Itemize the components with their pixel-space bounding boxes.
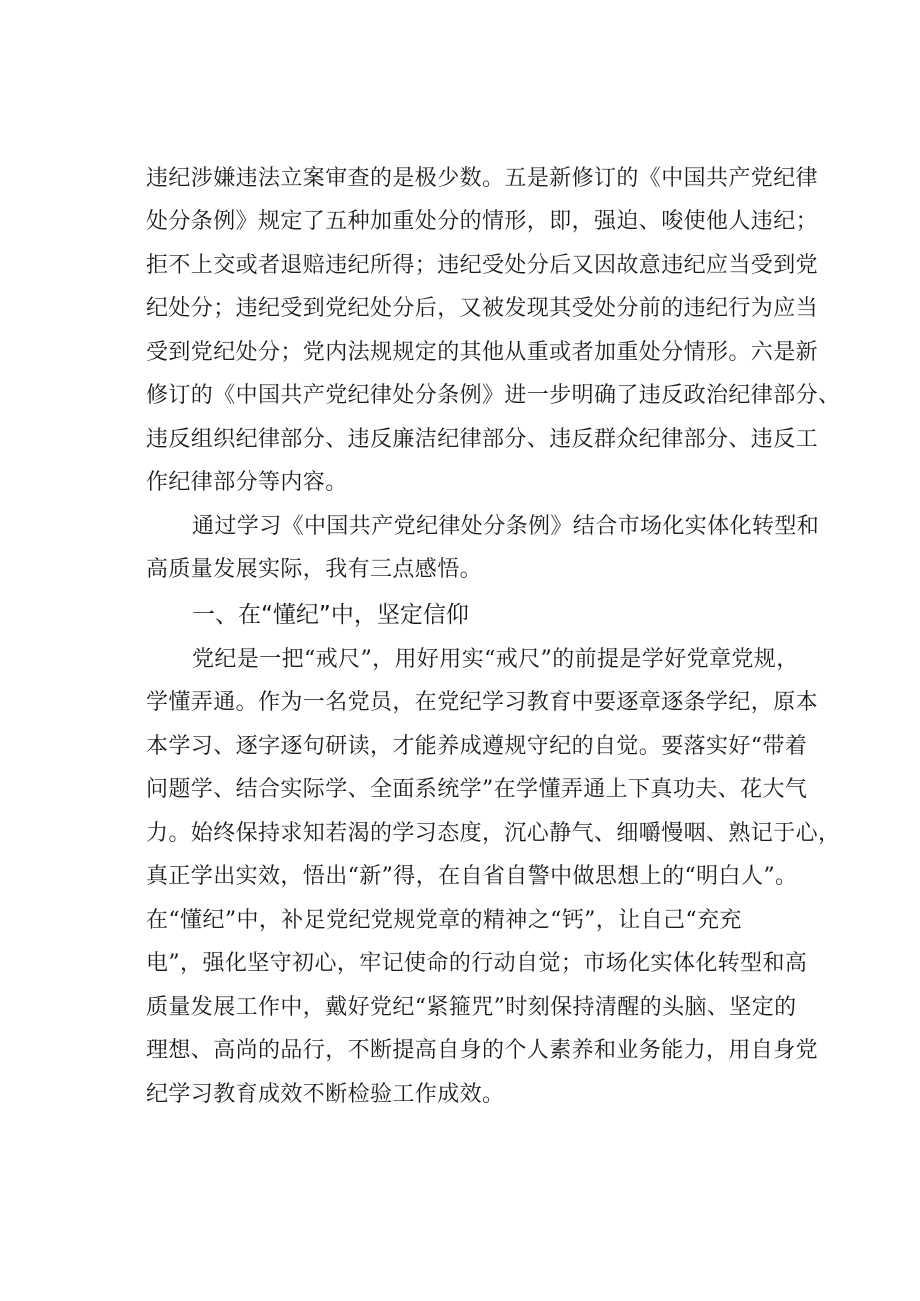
paragraph-3-line-3: 本学习、逐字逐句研读，才能养成遵规守纪的自觉。要落实好“带着 <box>146 734 808 759</box>
paragraph-2-line-2: 高质量发展实际，我有三点感悟。 <box>146 557 483 582</box>
paragraph-3-line-10: 理想、高尚的品行，不断提高自身的个人素养和业务能力，用自身党 <box>146 1038 819 1063</box>
paragraph-1-line-8: 作纪律部分等内容。 <box>146 470 348 495</box>
paragraph-1-line-3: 拒不上交或者退赔违纪所得；违纪受处分后又因故意违纪应当受到党 <box>146 253 819 278</box>
paragraph-3-line-1: 党纪是一把“戒尺”，用好用实“戒尺”的前提是学好党章党规， <box>192 647 799 672</box>
paragraph-1-line-6: 修订的《中国共产党纪律处分条例》进一步明确了违反政治纪律部分、 <box>146 383 841 408</box>
paragraph-3-line-5: 力。始终保持求知若渴的学习态度，沉心静气、细嚼慢咽、熟记于心， <box>146 821 841 846</box>
paragraph-3-line-11: 纪学习教育成效不断检验工作成效。 <box>146 1082 505 1107</box>
paragraph-3-line-6: 真正学出实效，悟出“新”得，在自省自警中做思想上的“明白人”。 <box>146 864 798 889</box>
section-heading-1: 一、在“懂纪”中，坚定信仰 <box>192 602 469 628</box>
paragraph-3-line-4: 问题学、结合实际学、全面系统学”在学懂弄通上下真功夫、花大气 <box>146 777 808 802</box>
paragraph-3-line-9: 质量发展工作中，戴好党纪“紧箍咒”时刻保持清醒的头脑、坚定的 <box>146 995 797 1020</box>
paragraph-3-line-2: 学懂弄通。作为一名党员，在党纪学习教育中要逐章逐条学纪，原本 <box>146 690 819 715</box>
paragraph-1-line-2: 处分条例》规定了五种加重处分的情形，即，强迫、唆使他人违纪； <box>146 209 819 234</box>
paragraph-1-line-4: 纪处分；违纪受到党纪处分后，又被发现其受处分前的违纪行为应当 <box>146 296 819 321</box>
paragraph-2-line-1: 通过学习《中国共产党纪律处分条例》结合市场化实体化转型和 <box>192 514 820 539</box>
paragraph-1-line-1: 违纪涉嫌违法立案审查的是极少数。五是新修订的《中国共产党纪律 <box>146 166 819 191</box>
paragraph-1-line-7: 违反组织纪律部分、违反廉洁纪律部分、违反群众纪律部分、违反工 <box>146 427 819 452</box>
paragraph-3-line-8: 电”，强化坚守初心，牢记使命的行动自觉；市场化实体化转型和高 <box>146 951 808 976</box>
paragraph-1-line-5: 受到党纪处分；党内法规规定的其他从重或者加重处分情形。六是新 <box>146 340 819 365</box>
paragraph-3-line-7: 在“懂纪”中，补足党纪党规党章的精神之“钙”，让自己“充充 <box>146 908 742 933</box>
